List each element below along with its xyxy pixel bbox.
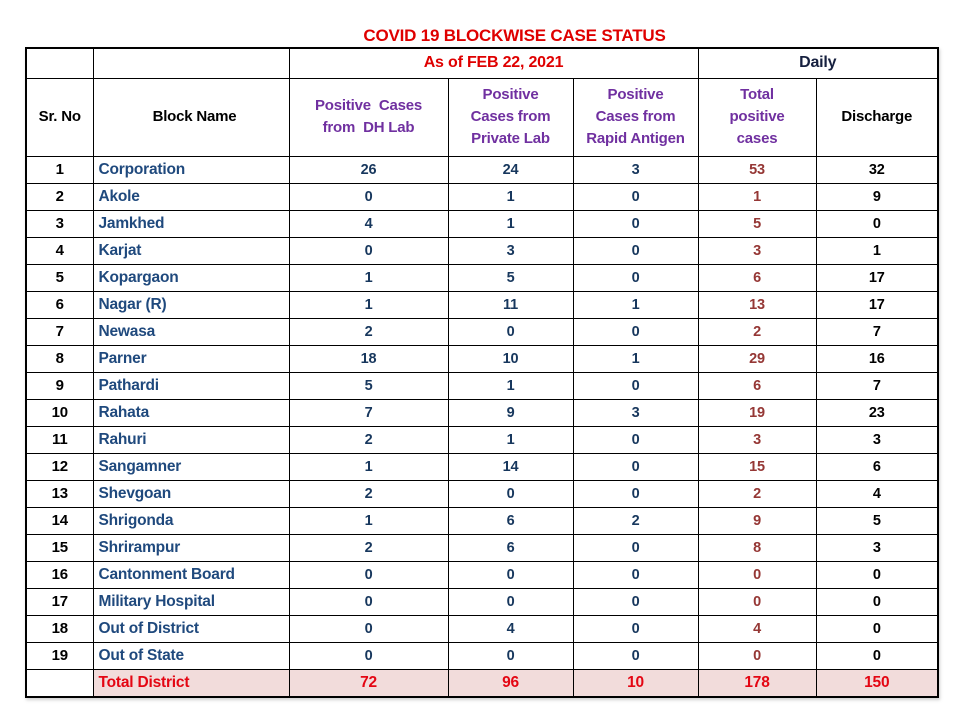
block-name-cell: Rahata <box>93 399 289 426</box>
private-lab-cell: 1 <box>448 183 573 210</box>
discharge-cell: 3 <box>816 534 938 561</box>
rapid-antigen-cell: 3 <box>573 156 698 183</box>
total-positive-cell: 9 <box>698 507 816 534</box>
block-name-cell: Rahuri <box>93 426 289 453</box>
sr-no-cell: 2 <box>26 183 93 210</box>
dh-lab-cell: 2 <box>289 480 448 507</box>
dh-lab-cell: 0 <box>289 588 448 615</box>
private-lab-cell: 9 <box>448 399 573 426</box>
block-name-cell: Shrigonda <box>93 507 289 534</box>
dh-lab-cell: 1 <box>289 291 448 318</box>
sr-no-cell: 12 <box>26 453 93 480</box>
rapid-antigen-cell: 0 <box>573 264 698 291</box>
block-name-cell: Kopargaon <box>93 264 289 291</box>
total-positive-cell: 6 <box>698 372 816 399</box>
sr-no-cell: 3 <box>26 210 93 237</box>
discharge-cell: 17 <box>816 264 938 291</box>
sr-no-cell: 6 <box>26 291 93 318</box>
total-positive-cell: 2 <box>698 480 816 507</box>
dh-lab-cell: 1 <box>289 453 448 480</box>
private-lab-cell: 10 <box>448 345 573 372</box>
total-positive-cell: 0 <box>698 642 816 669</box>
rapid-antigen-cell: 0 <box>573 534 698 561</box>
private-lab-cell: 0 <box>448 561 573 588</box>
rapid-antigen-cell: 0 <box>573 210 698 237</box>
block-name-cell: Sangamner <box>93 453 289 480</box>
block-name-cell: Akole <box>93 183 289 210</box>
rapid-antigen-cell: 0 <box>573 642 698 669</box>
dh-lab-cell: 0 <box>289 615 448 642</box>
discharge-cell: 1 <box>816 237 938 264</box>
total-positive-cell: 4 <box>698 615 816 642</box>
block-name-cell: Karjat <box>93 237 289 264</box>
column-header-sr-no: Sr. No <box>26 78 93 156</box>
private-lab-cell: 6 <box>448 507 573 534</box>
block-name-cell: Parner <box>93 345 289 372</box>
sr-no-cell <box>26 669 93 697</box>
block-name-cell: Cantonment Board <box>93 561 289 588</box>
private-lab-cell: 24 <box>448 156 573 183</box>
dh-lab-cell: 0 <box>289 237 448 264</box>
table-row <box>26 318 938 345</box>
private-lab-cell: 6 <box>448 534 573 561</box>
private-lab-cell: 4 <box>448 615 573 642</box>
sr-no-cell: 8 <box>26 345 93 372</box>
discharge-cell: 23 <box>816 399 938 426</box>
total-positive-cell: 53 <box>698 156 816 183</box>
discharge-cell: 7 <box>816 372 938 399</box>
private-lab-cell: 0 <box>448 480 573 507</box>
sr-no-cell: 5 <box>26 264 93 291</box>
sr-no-cell: 1 <box>26 156 93 183</box>
block-name-cell: Military Hospital <box>93 588 289 615</box>
sr-no-cell: 7 <box>26 318 93 345</box>
rapid-antigen-cell: 0 <box>573 183 698 210</box>
daily-header: Daily <box>698 48 938 78</box>
column-header-dh-lab: Positive Cases from DH Lab <box>289 78 448 156</box>
private-lab-cell: 1 <box>448 426 573 453</box>
total-positive-cell: 5 <box>698 210 816 237</box>
private-lab-cell: 0 <box>448 588 573 615</box>
rapid-antigen-cell: 2 <box>573 507 698 534</box>
sr-no-cell: 19 <box>26 642 93 669</box>
rapid-antigen-cell: 1 <box>573 345 698 372</box>
table-row <box>26 345 938 372</box>
total-positive-cell: 0 <box>698 588 816 615</box>
private-lab-cell: 0 <box>448 642 573 669</box>
total-positive-cell: 2 <box>698 318 816 345</box>
block-name-cell: Jamkhed <box>93 210 289 237</box>
column-header-row <box>26 78 938 156</box>
sr-no-cell: 16 <box>26 561 93 588</box>
table-row <box>26 210 938 237</box>
column-header-rapid-antigen: Positive Cases from Rapid Antigen <box>573 78 698 156</box>
span-header-row <box>26 48 938 78</box>
dh-lab-cell: 0 <box>289 561 448 588</box>
sr-no-cell: 15 <box>26 534 93 561</box>
table-row <box>26 426 938 453</box>
sr-no-cell: 10 <box>26 399 93 426</box>
table-row <box>26 507 938 534</box>
covid-case-table <box>25 47 939 698</box>
dh-lab-cell: 0 <box>289 642 448 669</box>
table-row <box>26 156 938 183</box>
block-name-cell: Pathardi <box>93 372 289 399</box>
rapid-antigen-cell: 10 <box>573 669 698 697</box>
private-lab-cell: 14 <box>448 453 573 480</box>
discharge-cell: 32 <box>816 156 938 183</box>
block-name-cell: Total District <box>93 669 289 697</box>
discharge-cell: 0 <box>816 561 938 588</box>
as-of-date-header: As of FEB 22, 2021 <box>289 48 698 78</box>
column-header-block-name: Block Name <box>93 78 289 156</box>
table-row <box>26 615 938 642</box>
empty-header-cell <box>93 48 289 78</box>
dh-lab-cell: 1 <box>289 507 448 534</box>
sr-no-cell: 13 <box>26 480 93 507</box>
discharge-cell: 0 <box>816 210 938 237</box>
total-positive-cell: 3 <box>698 237 816 264</box>
sr-no-cell: 17 <box>26 588 93 615</box>
rapid-antigen-cell: 1 <box>573 291 698 318</box>
table-row <box>26 183 938 210</box>
block-name-cell: Shevgoan <box>93 480 289 507</box>
total-positive-cell: 29 <box>698 345 816 372</box>
discharge-cell: 7 <box>816 318 938 345</box>
private-lab-cell: 5 <box>448 264 573 291</box>
page-title: COVID 19 BLOCKWISE CASE STATUS <box>363 26 666 45</box>
rapid-antigen-cell: 0 <box>573 318 698 345</box>
table-row <box>26 264 938 291</box>
private-lab-cell: 3 <box>448 237 573 264</box>
discharge-cell: 0 <box>816 615 938 642</box>
dh-lab-cell: 18 <box>289 345 448 372</box>
dh-lab-cell: 2 <box>289 318 448 345</box>
dh-lab-cell: 2 <box>289 534 448 561</box>
discharge-cell: 17 <box>816 291 938 318</box>
dh-lab-cell: 7 <box>289 399 448 426</box>
total-positive-cell: 0 <box>698 561 816 588</box>
total-positive-cell: 3 <box>698 426 816 453</box>
total-positive-cell: 178 <box>698 669 816 697</box>
column-header-discharge: Discharge <box>816 78 938 156</box>
table-row <box>26 453 938 480</box>
rapid-antigen-cell: 0 <box>573 615 698 642</box>
table-row <box>26 534 938 561</box>
table-row <box>26 588 938 615</box>
block-name-cell: Corporation <box>93 156 289 183</box>
discharge-cell: 0 <box>816 588 938 615</box>
rapid-antigen-cell: 0 <box>573 480 698 507</box>
column-header-total-positive: Total positive cases <box>698 78 816 156</box>
block-name-cell: Out of State <box>93 642 289 669</box>
total-positive-cell: 13 <box>698 291 816 318</box>
dh-lab-cell: 5 <box>289 372 448 399</box>
dh-lab-cell: 4 <box>289 210 448 237</box>
block-name-cell: Shrirampur <box>93 534 289 561</box>
dh-lab-cell: 72 <box>289 669 448 697</box>
total-positive-cell: 6 <box>698 264 816 291</box>
block-name-cell: Nagar (R) <box>93 291 289 318</box>
private-lab-cell: 11 <box>448 291 573 318</box>
total-positive-cell: 8 <box>698 534 816 561</box>
empty-header-cell <box>26 48 93 78</box>
block-name-cell: Newasa <box>93 318 289 345</box>
discharge-cell: 5 <box>816 507 938 534</box>
total-district-row <box>26 669 938 697</box>
private-lab-cell: 0 <box>448 318 573 345</box>
sr-no-cell: 4 <box>26 237 93 264</box>
table-row <box>26 480 938 507</box>
discharge-cell: 16 <box>816 345 938 372</box>
discharge-cell: 0 <box>816 642 938 669</box>
sr-no-cell: 11 <box>26 426 93 453</box>
discharge-cell: 6 <box>816 453 938 480</box>
table-row <box>26 642 938 669</box>
dh-lab-cell: 0 <box>289 183 448 210</box>
total-positive-cell: 19 <box>698 399 816 426</box>
sr-no-cell: 14 <box>26 507 93 534</box>
private-lab-cell: 1 <box>448 372 573 399</box>
rapid-antigen-cell: 0 <box>573 237 698 264</box>
rapid-antigen-cell: 0 <box>573 561 698 588</box>
dh-lab-cell: 26 <box>289 156 448 183</box>
dh-lab-cell: 1 <box>289 264 448 291</box>
rapid-antigen-cell: 0 <box>573 588 698 615</box>
sr-no-cell: 18 <box>26 615 93 642</box>
rapid-antigen-cell: 0 <box>573 453 698 480</box>
table-row <box>26 399 938 426</box>
discharge-cell: 4 <box>816 480 938 507</box>
sr-no-cell: 9 <box>26 372 93 399</box>
table-row <box>26 372 938 399</box>
rapid-antigen-cell: 0 <box>573 426 698 453</box>
private-lab-cell: 1 <box>448 210 573 237</box>
column-header-private-lab: Positive Cases from Private Lab <box>448 78 573 156</box>
total-positive-cell: 15 <box>698 453 816 480</box>
table-row <box>26 291 938 318</box>
discharge-cell: 9 <box>816 183 938 210</box>
rapid-antigen-cell: 3 <box>573 399 698 426</box>
discharge-cell: 3 <box>816 426 938 453</box>
rapid-antigen-cell: 0 <box>573 372 698 399</box>
table-row <box>26 237 938 264</box>
total-positive-cell: 1 <box>698 183 816 210</box>
block-name-cell: Out of District <box>93 615 289 642</box>
private-lab-cell: 96 <box>448 669 573 697</box>
table-row <box>26 561 938 588</box>
discharge-cell: 150 <box>816 669 938 697</box>
dh-lab-cell: 2 <box>289 426 448 453</box>
